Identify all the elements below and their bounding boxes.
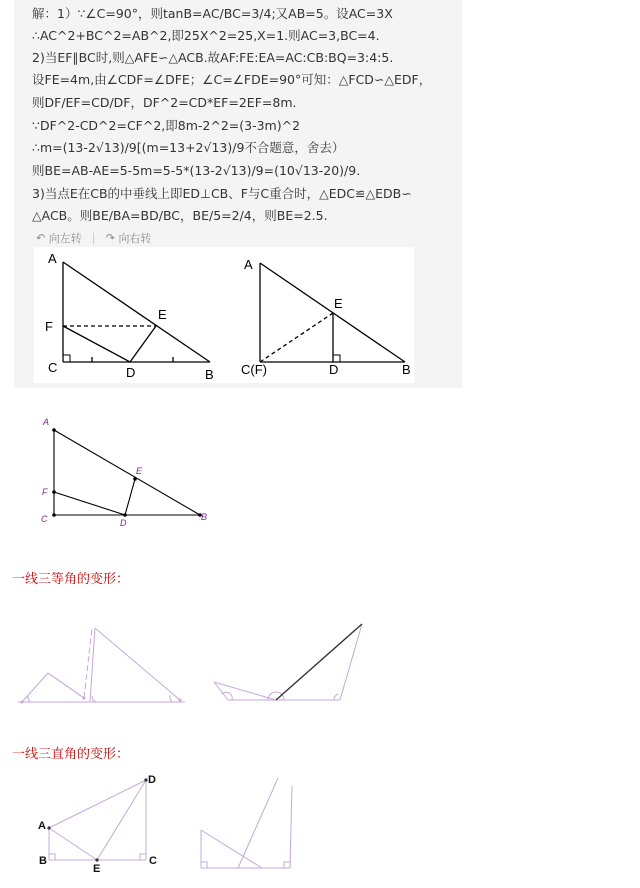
label-B: B <box>201 512 208 522</box>
label-A: A <box>48 251 57 266</box>
solution-line: △ACB。则BE/BA=BD/BC，BE/5=2/4，则BE=2.5. <box>32 208 328 223</box>
rotate-right-label: 向右转 <box>118 232 152 245</box>
solution-line: 则BE=AB-AE=5-5m=5-5*(13-2√13)/9=(10√13-20)/9. <box>32 163 361 178</box>
label-C: C <box>149 855 157 867</box>
label-F: F <box>42 487 48 497</box>
label-A: A <box>43 417 50 427</box>
solution-line: ∵DF^2-CD^2=CF^2,即8m-2^2=(3-3m)^2 <box>32 118 301 133</box>
rotate-toolbar <box>36 230 151 246</box>
label-D: D <box>126 365 136 380</box>
solution-line: ∴m=(13-2√13)/9[(m=13+2√13)/9不合题意，舍去） <box>32 140 345 155</box>
label-B: B <box>39 855 47 867</box>
triangle-diagrams <box>34 247 414 383</box>
equal-angle-figures <box>0 610 640 720</box>
solution-line: 3)当点E在CB的中垂线上即ED⊥CB、F与C重合时，△EDC≌△EDB∽ <box>32 186 412 201</box>
label-B: B <box>205 367 214 382</box>
label-C-F: C(F) <box>241 362 267 377</box>
label-A: A <box>38 820 46 832</box>
rotate-right-icon: ↷ <box>105 231 115 245</box>
solution-line: 则DF/EF=CD/DF，DF^2=CD*EF=2EF=8m. <box>32 95 297 110</box>
rotate-left-button[interactable] <box>36 231 85 244</box>
rotate-left-icon: ↶ <box>36 231 46 245</box>
heading-equal-angles: 一线三等角的变形： <box>12 572 130 587</box>
solution-figures <box>34 247 414 383</box>
label-E: E <box>136 466 143 476</box>
label-D: D <box>120 518 127 528</box>
figure-2 <box>260 263 405 362</box>
label-A: A <box>244 257 253 272</box>
figure-3 <box>0 408 230 538</box>
label-E: E <box>334 296 343 311</box>
toolbar-divider <box>93 233 94 244</box>
heading-right-angles: 一线三直角的变形： <box>12 747 130 762</box>
solution-line: 2)当EF∥BC时,则△AFE∽△ACB.故AF:FE:EA=AC:CB:BQ=3:4:5. <box>32 50 394 65</box>
solution-line: ∴AC^2+BC^2=AB^2,即25X^2=25,X=1.则AC=3,BC=4. <box>32 28 380 43</box>
label-F: F <box>45 319 53 334</box>
label-C: C <box>41 514 48 524</box>
label-B: B <box>402 362 411 377</box>
solution-line: 解：1）∵∠C=90°，则tanB=AC/BC=3/4;又AB=5。设AC=3X <box>32 6 393 21</box>
label-D: D <box>329 362 339 377</box>
label-C: C <box>48 360 58 375</box>
rotate-right-button[interactable] <box>106 231 152 244</box>
label-D: D <box>148 774 156 786</box>
solution-line: 设FE=4m,由∠CDF=∠DFE；∠C=∠FDE=90°可知：△FCD∽△EDF， <box>32 72 432 87</box>
label-E: E <box>93 863 101 875</box>
rotate-left-label: 向左转 <box>48 232 82 245</box>
right-angle-figures <box>0 768 640 888</box>
figure-1 <box>63 262 210 362</box>
label-E: E <box>158 307 167 322</box>
